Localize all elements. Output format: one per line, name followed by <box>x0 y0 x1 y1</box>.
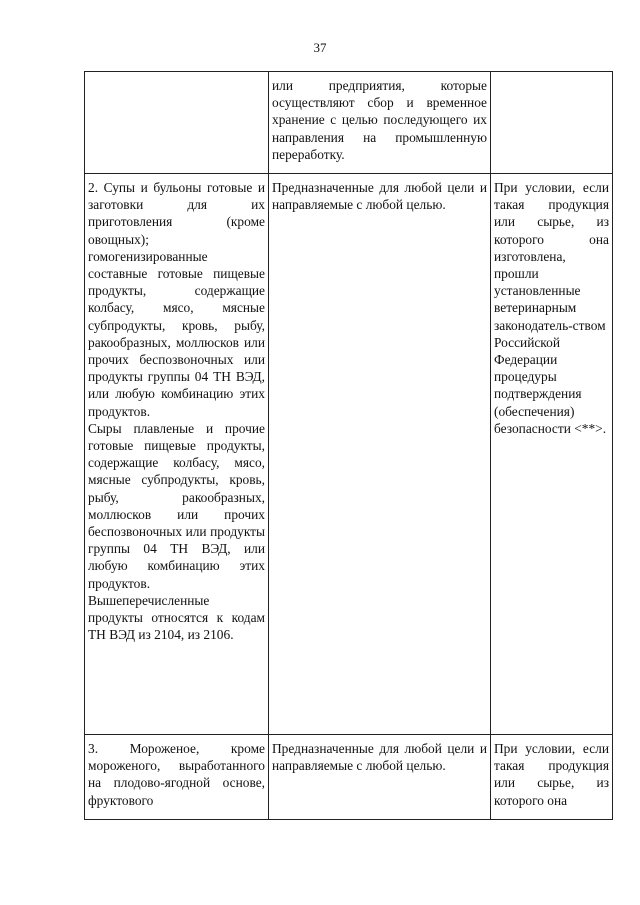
page-number: 37 <box>313 40 327 55</box>
table-row <box>85 72 613 174</box>
table-row <box>85 735 613 820</box>
condition-cell: При условии, если такая продукция или сырье, из которого она <box>491 735 613 820</box>
condition-cell: При условии, если такая продукция или сырье, из которого она изготовлена, прошли установленные ветеринарным законодатель-ством Российской Федерации процедуры подтверждения (обеспечения) безопасности <**>. <box>491 174 613 735</box>
product-cell <box>85 72 269 174</box>
regulation-table <box>84 71 613 820</box>
condition-cell <box>491 72 613 174</box>
table-row <box>85 174 613 735</box>
product-cell: 3. Мороженое, кроме мороженого, выработанного на плодово-ягодной основе, фруктового <box>85 735 269 820</box>
purpose-cell: или предприятия, которые осуществляют сбор и временное хранение с целью последующего их направления на промышленную переработку. <box>269 72 491 174</box>
product-cell: 2. Супы и бульоны готовые и заготовки для их приготовления (кроме овощных); гомогенизированные составные готовые пищевые продукты, содержащие колбасу, мясо, мясные субпродукты, кровь, рыбу, ракообразных, моллюсков или прочих беспозвоночных или продукты группы 04 ТН ВЭД, или любую комбинацию этих продуктов. Сыры плавленые и прочие готовые пищевые продукты, содержащие колбасу, мясо, мясные субпродукты, кровь, рыбу, ракообразных, моллюсков или прочих беспозвоночных или продукты группы 04 ТН ВЭД, или любую комбинацию этих продуктов. Вышеперечисленные продукты относятся к кодам ТН ВЭД из 2104, из 2106. <box>85 174 269 735</box>
purpose-cell: Предназначенные для любой цели и направляемые с любой целью. <box>269 174 491 735</box>
purpose-cell: Предназначенные для любой цели и направляемые с любой целью. <box>269 735 491 820</box>
